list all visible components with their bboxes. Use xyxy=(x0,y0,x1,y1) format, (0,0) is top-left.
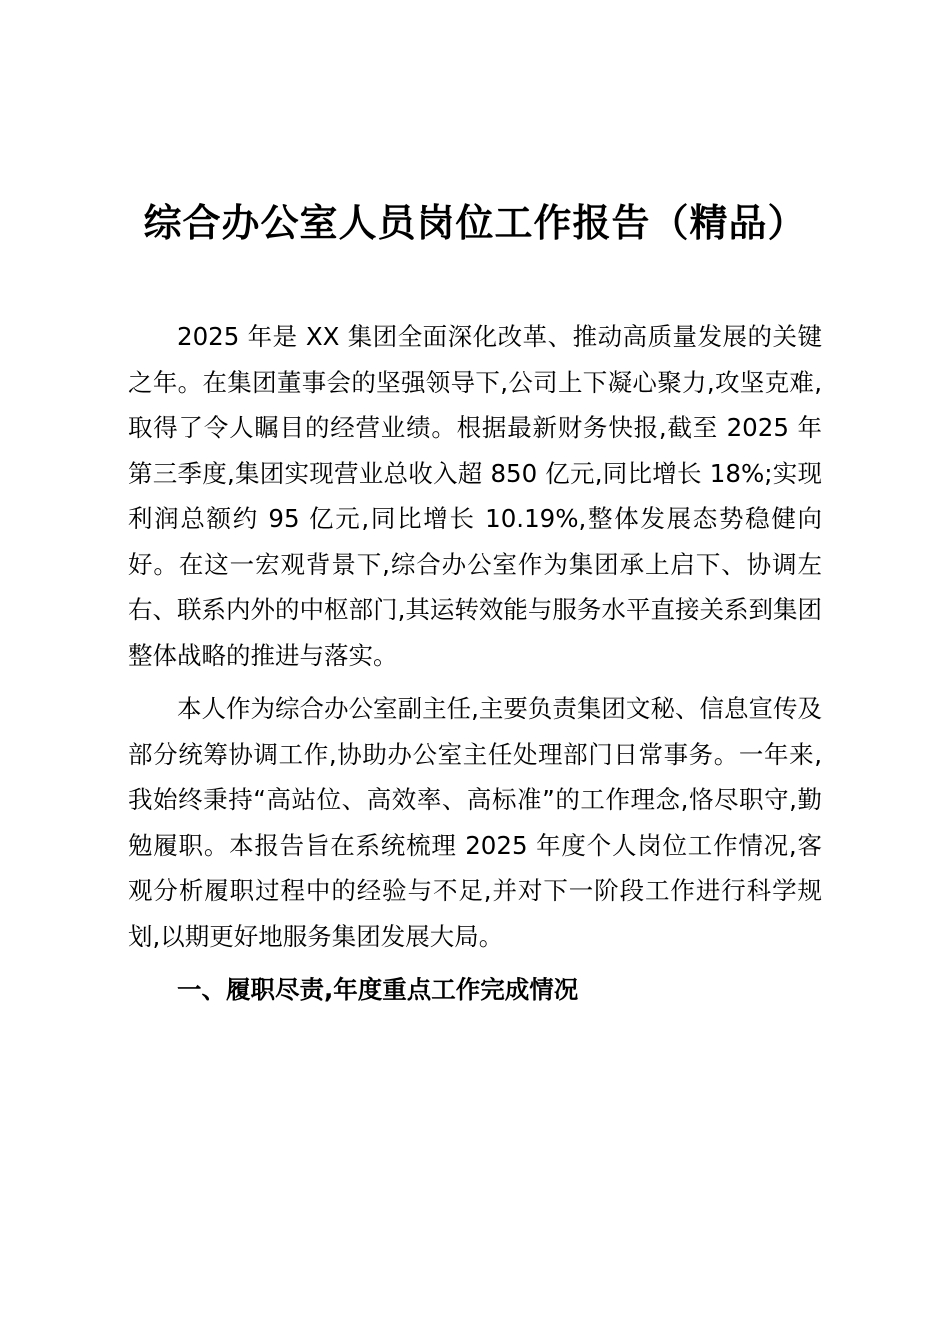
body-paragraph-2: 本人作为综合办公室副主任,主要负责集团文秘、信息宣传及部分统筹协调工作,协助办公室主任处理部门日常事务。一年来,我始终秉持“高站位、高效率、高标准”的工作理念,恪尽职守,勤勉履职。本报告旨在系统梳理 2025 年度个人岗位工作情况,客观分析履职过程中的经验与不足,并对下一阶段工作进行科学规划,以期更好地服务集团发展大局。 xyxy=(128,694,822,951)
document-body xyxy=(128,314,822,1013)
document-title: 综合办公室人员岗位工作报告（精品） xyxy=(143,200,807,245)
body-paragraph-1: 2025 年是 XX 集团全面深化改革、推动高质量发展的关键之年。在集团董事会的坚强领导下,公司上下凝心聚力,攻坚克难,取得了令人瞩目的经营业绩。根据最新财务快报,截至 2025 年第三季度,集团实现营业总收入超 850 亿元,同比增长 18%;实现利润总额约 95 亿元,同比增长 10.19%,整体发展态势稳健向好。在这一宏观背景下,综合办公室作为集团承上启下、协调左右、联系内外的中枢部门,其运转效能与服务水平直接关系到集团整体战略的推进与落实。 xyxy=(128,322,822,670)
section-heading: 一、履职尽责,年度重点工作完成情况 xyxy=(177,975,579,1004)
